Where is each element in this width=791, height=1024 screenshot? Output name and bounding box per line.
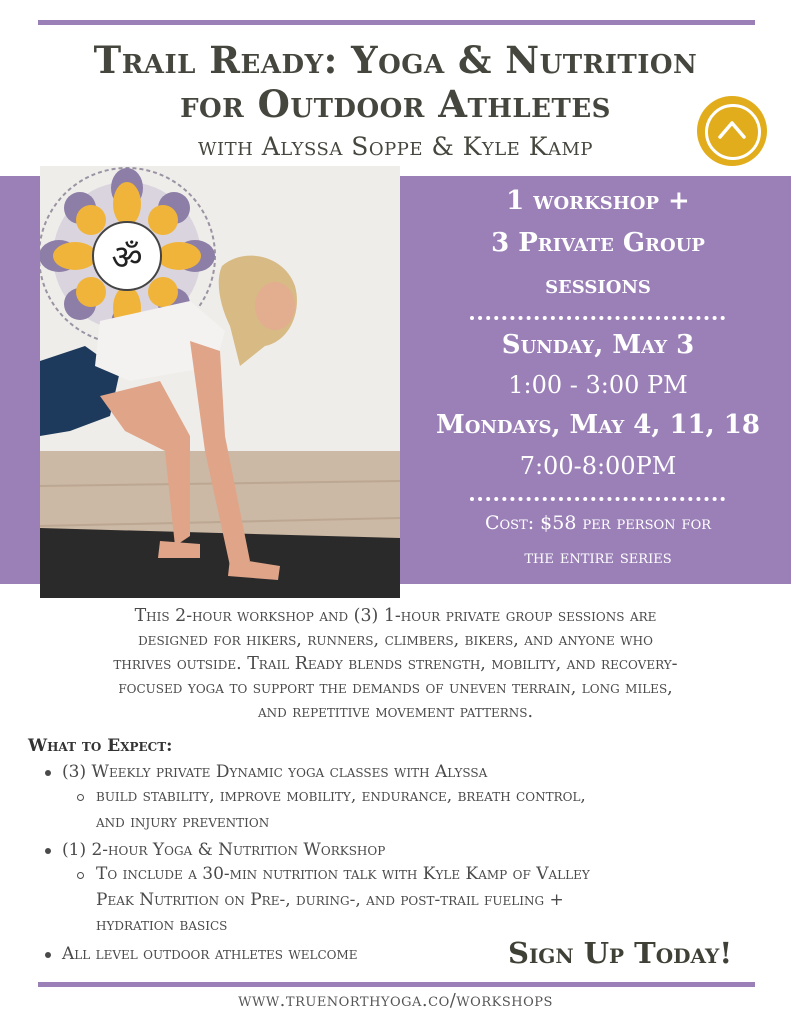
cost-line-2: the entire series bbox=[524, 546, 672, 568]
list-subitem-cont: hydration basics bbox=[96, 915, 228, 935]
expect-heading: What to Expect: bbox=[28, 736, 173, 756]
circle-bullet-icon bbox=[77, 794, 84, 801]
list-item: (3) Weekly private Dynamic yoga classes with Alyssa bbox=[62, 762, 488, 782]
bullet-icon bbox=[45, 952, 51, 958]
description-line: thrives outside. Trail Ready blends strength, mobility, and recovery- bbox=[113, 654, 678, 674]
cost-line-1: Cost: $58 per person for bbox=[484, 512, 712, 534]
info-line-2: 3 Private Group bbox=[491, 228, 705, 258]
subtitle: with Alyssa Soppe & Kyle Kamp bbox=[197, 132, 593, 161]
description-line: designed for hikers, runners, climbers, bikers, and anyone who bbox=[138, 630, 653, 650]
bullet-icon bbox=[45, 770, 51, 776]
list-item: All level outdoor athletes welcome bbox=[62, 944, 358, 964]
yoga-mat bbox=[40, 528, 400, 598]
info-line-3: sessions bbox=[545, 270, 651, 300]
list-subitem: To include a 30-min nutrition talk with Kyle Kamp of Valley bbox=[96, 864, 590, 884]
mondays-time: 7:00-8:00PM bbox=[519, 452, 677, 480]
top-rule bbox=[38, 20, 755, 25]
description bbox=[25, 604, 766, 724]
footer-url[interactable]: www.truenorthyoga.co/workshops bbox=[238, 990, 553, 1011]
list-subitem-cont: Peak Nutrition on Pre-, during-, and post-trail fueling + bbox=[96, 890, 564, 910]
sunday-date: Sunday, May 3 bbox=[501, 330, 695, 360]
sign-up-cta: Sign Up Today! bbox=[508, 936, 733, 970]
sunday-time: 1:00 - 3:00 PM bbox=[508, 371, 688, 399]
info-line-1: 1 workshop + bbox=[506, 186, 690, 216]
caret-up-icon bbox=[697, 96, 767, 166]
mondays-dates: Mondays, May 4, 11, 18 bbox=[436, 410, 760, 440]
bottom-rule bbox=[38, 982, 755, 987]
list-subitem: build stability, improve mobility, endurance, breath control, bbox=[96, 786, 586, 806]
dotted-divider-1 bbox=[470, 316, 725, 320]
yoga-photo bbox=[40, 166, 400, 598]
title-line-2: for Outdoor Athletes bbox=[180, 82, 611, 126]
svg-text:ॐ: ॐ bbox=[111, 238, 143, 278]
bullet-icon bbox=[45, 848, 51, 854]
title-line-1: Trail Ready: Yoga & Nutrition bbox=[93, 38, 698, 82]
circle-bullet-icon bbox=[77, 872, 84, 879]
description-line: This 2-hour workshop and (3) 1-hour private group sessions are bbox=[134, 606, 657, 626]
description-line: and repetitive movement patterns. bbox=[257, 702, 534, 722]
dotted-divider-2 bbox=[470, 497, 725, 501]
list-item: (1) 2-hour Yoga & Nutrition Workshop bbox=[62, 840, 386, 860]
list-subitem-cont: and injury prevention bbox=[96, 812, 270, 832]
logo bbox=[697, 96, 767, 166]
description-line: focused yoga to support the demands of uneven terrain, long miles, bbox=[118, 678, 673, 698]
